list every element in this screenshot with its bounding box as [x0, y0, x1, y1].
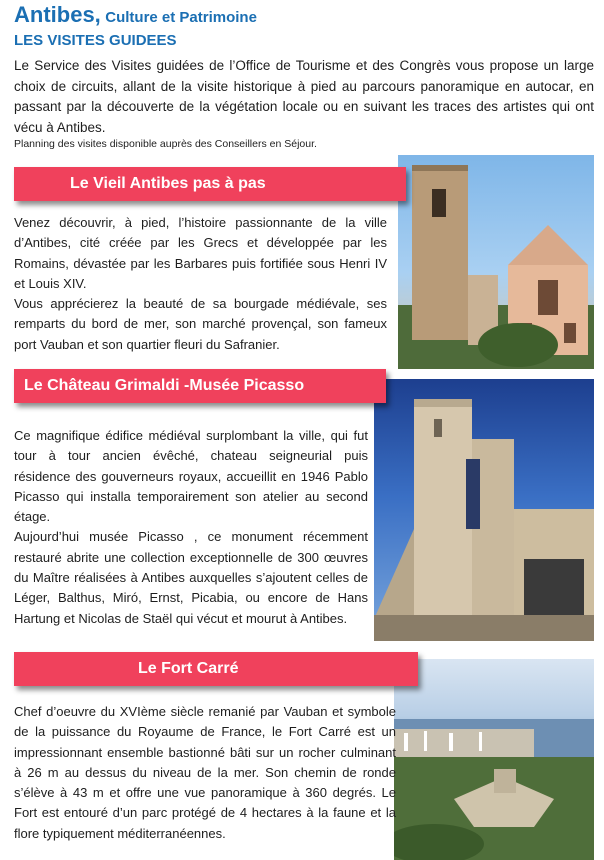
page-subtitle: LES VISITES GUIDEES: [14, 32, 177, 49]
section-text-fort-carre: [14, 702, 396, 844]
chateau-grimaldi-photo: [374, 379, 594, 641]
fort-carre-photo: [394, 659, 594, 860]
section-banner-chateau-grimaldi: Le Château Grimaldi -Musée Picasso: [14, 369, 386, 403]
section-paragraph: Ce magnifique édifice médiéval surplombant la ville, qui fut tour à tour ancien évêché, chateau seigneurial puis résidence des gouverneurs royaux, accueillit en 1946 Pablo Picasso qui installa temporairement son atelier au second étage.: [14, 428, 368, 525]
section-banner-fort-carre: Le Fort Carré: [14, 652, 418, 686]
title-main: Antibes,: [14, 2, 101, 27]
title-sub: Culture et Patrimoine: [105, 9, 257, 26]
section-text-vieil-antibes: [14, 213, 387, 355]
vieil-antibes-photo: [398, 155, 594, 369]
section-text-chateau-grimaldi: [14, 426, 368, 629]
section-banner-vieil-antibes: Le Vieil Antibes pas à pas: [14, 167, 406, 201]
section-paragraph: Venez découvrir, à pied, l’histoire passionnante de la ville d’Antibes, cité créée par les Grecs et développée par les Romains, dévastée par les Barbares puis fortifiée sous Henri IV et Louis XIV.: [14, 215, 387, 291]
intro-paragraph: Le Service des Visites guidées de l’Office de Tourisme et des Congrès vous propose un large choix de circuits, allant de la visite historique à pied au parcours panoramique en autocar, en passant par la découverte de la végétation locale ou en suivant les traces des artistes qui ont vécu à Antibes.: [14, 58, 594, 135]
page-title: [14, 4, 594, 29]
page-header: [14, 4, 594, 49]
section-paragraph: Chef d’oeuvre du XVIème siècle remanié par Vauban et symbole de la puissance du Royaume de France, le Fort Carré est un impressionnant ensemble bastionné bâti sur un rocher culminant à 26 m au dessus du niveau de la mer. Son chemin de ronde s’élève à 43 m et offre une vue panoramique à 360 degrés. Le Fort est entouré d’un parc protégé de 4 hectares à la faune et la flore typiquement méditerranéennes.: [14, 704, 396, 841]
section-paragraph: Aujourd’hui musée Picasso , ce monument récemment restauré abrite une collection exceptionnelle de 300 œuvres du Maître réalisées à Antibes auxquelles s’ajoutent celles de Léger, Balthus, Miró, Ernst, Picabia, ou encore de Hans Hartung et Nicolas de Staël qui vécut et mourut à Antibes.: [14, 529, 368, 626]
planning-note: Planning des visites disponible auprès des Conseillers en Séjour.: [14, 138, 317, 150]
section-paragraph: Vous apprécierez la beauté de sa bourgade médiévale, ses remparts du bord de mer, son marché provençal, son fameux port Vauban et son quartier fleuri du Safranier.: [14, 296, 387, 352]
